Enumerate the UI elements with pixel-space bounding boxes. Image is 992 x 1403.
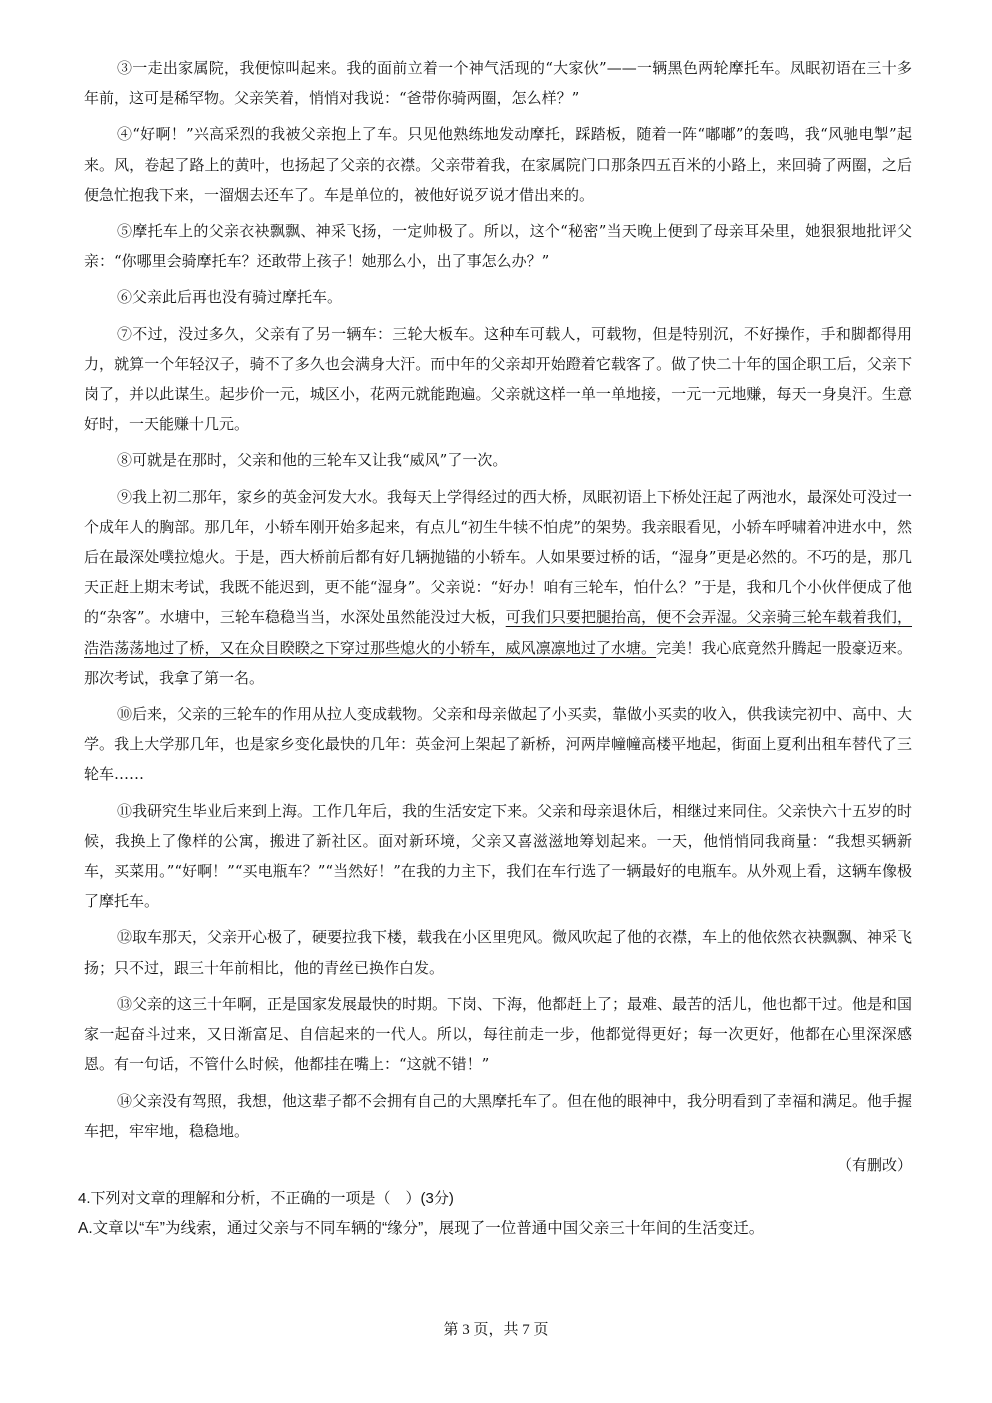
article-body [78, 53, 913, 1244]
paragraph-9-text-end: 完美！我心底竟然升腾起一股豪迈来。那次考试，我拿了第一名。 [84, 638, 912, 687]
paragraph-8: ⑧可就是在那时，父亲和他的三轮车又让我“威风”了一次。 [117, 451, 508, 470]
paragraph-10: ⑩后来，父亲的三轮车的作用从拉人变成载物。父亲和母亲做起了小买卖，靠做小买卖的收入，供我读完初中、高中、大学。我上大学那几年，也是家乡变化最快的几年：英金河上架起了新桥，河两岸幢幢高楼平地起，街面上夏利出租车替代了三轮车…… [84, 705, 913, 784]
source-note: （有删改） [836, 1155, 912, 1174]
paragraph-7: ⑦不过，没过多久，父亲有了另一辆车：三轮大板车。这种车可载人，可载物，但是特别沉，不好操作，手和脚都得用力，就算一个年轻汉子，骑不了多久也会满身大汗。而中年的父亲却开始蹬着它载客了。做了快二十年的国企职工后，父亲下岗了，并以此谋生。起步价一元，城区小，花两元就能跑遍。父亲就这样一单一单地接，一元一元地赚，每天一身臭汗。生意好时，一天能赚十几元。 [84, 324, 912, 434]
paragraph-5: ⑤摩托车上的父亲衣袂飘飘、神采飞扬，一定帅极了。所以，这个“秘密”当天晚上便到了母亲耳朵里，她狠狠地批评父亲：“你哪里会骑摩托车？还敢带上孩子！她那么小，出了事怎么办？” [84, 222, 912, 271]
paragraph-3: ③一走出家属院，我便惊叫起来。我的面前立着一个神气活现的“大家伙”——一辆黑色两轮摩托车。凤眠初语在三十多年前，这可是稀罕物。父亲笑着，悄悄对我说：“爸带你骑两圈，怎么样？” [84, 59, 912, 108]
paragraph-4: ④“好啊！”兴高采烈的我被父亲抱上了车。只见他熟练地发动摩托，踩踏板，随着一阵“嘟嘟”的轰鸣，我“风驰电掣”起来。风，卷起了路上的黄叶，也扬起了父亲的衣襟。父亲带着我，在家属院门口那条四五百米的小路上，来回骑了两圈，之后便急忙抱我下来，一溜烟去还车了。车是单位的，被他好说歹说才借出来的。 [84, 125, 912, 204]
paragraph-12: ⑫取车那天，父亲开心极了，硬要拉我下楼，载我在小区里兜风。微风吹起了他的衣襟，车上的他依然衣袂飘飘、神采飞扬；只不过，跟三十年前相比，他的青丝已换作白发。 [84, 928, 913, 977]
question-stem: 4.下列对文章的理解和分析，不正确的一项是（ ）(3分) [78, 1189, 454, 1207]
paragraph-13: ⑬父亲的这三十年啊，正是国家发展最快的时期。下岗、下海，他都赶上了；最难、最苦的活儿，他也都干过。他是和国家一起奋斗过来，又日渐富足、自信起来的一代人。所以，每往前走一步，他都觉得更好；每一次更好，他都在心里深深感恩。有一句话，不管什么时候，他都挂在嘴上：“这就不错！” [84, 994, 913, 1074]
paragraph-11: ⑪我研究生毕业后来到上海。工作几年后，我的生活安定下来。父亲和母亲退休后，相继过来同住。父亲快六十五岁的时候，我换上了像样的公寓，搬进了新社区。面对新环境，父亲又喜滋滋地筹划起来。一天，他悄悄同我商量：“我想买辆新车，买菜用。”“好啊！”“买电瓶车？”“当然好！”在我的力主下，我们在车行选了一辆最好的电瓶车。从外观上看，这辆车像极了摩托车。 [84, 801, 913, 911]
page-number: 第 3 页，共 7 页 [443, 1322, 549, 1338]
question-option-a: A.文章以“车”为线索，通过父亲与不同车辆的“缘分”，展现了一位普通中国父亲三十年间的生活变迁。 [78, 1219, 765, 1237]
paragraph-6: ⑥父亲此后再也没有骑过摩托车。 [117, 288, 343, 307]
paragraph-9 [84, 482, 912, 693]
paragraph-9-underlined-sentence: 可我们只要把腿抬高，便不会弄湿。父亲骑三轮车载着我们，浩浩荡荡地过了桥，又在众目睽睽之下穿过那些熄火的小轿车，威风凛凛地过了水塘。 [84, 608, 912, 657]
paragraph-9-text-start: ⑨我上初二那年，家乡的英金河发大水。我每天上学得经过的西大桥，凤眠初语上下桥处汪起了两池水，最深处可没过一个成年人的胸部。那几年，小轿车刚开始多起来，有点儿“初生牛犊不怕虎”的架势。我亲眼看见，小轿车呼啸着冲进水中，然后在最深处噗拉熄火。于是，西大桥前后都有好几辆抛锚的小轿车。人如果要过桥的话，“湿身”更是必然的。不巧的是，那几天正赶上期末考试，我既不能迟到，更不能“湿身”。父亲说：“好办！咱有三轮车，怕什么？”于是，我和几个小伙伴便成了他的“杂客”。水塘中，三轮车稳稳当当，水深处虽然能没过大板， [84, 487, 913, 627]
paragraph-14: ⑭父亲没有驾照，我想，他这辈子都不会拥有自己的大黑摩托车了。但在他的眼神中，我分明看到了幸福和满足。他手握车把，牢牢地，稳稳地。 [84, 1091, 913, 1140]
